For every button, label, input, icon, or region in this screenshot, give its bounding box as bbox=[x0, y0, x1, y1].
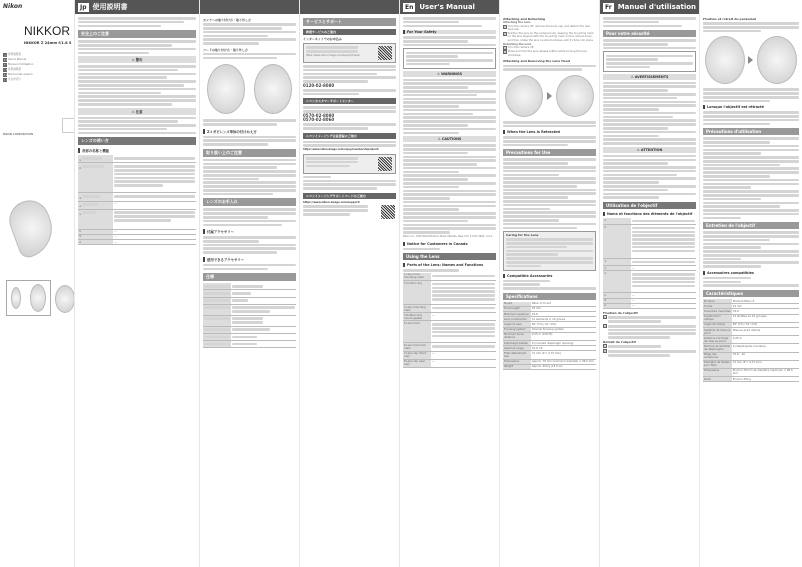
membership-box bbox=[303, 154, 396, 174]
jp-header-band bbox=[300, 0, 399, 14]
section-specs: 仕様 bbox=[203, 273, 296, 281]
attach-steps bbox=[203, 23, 296, 45]
fr-page-1 bbox=[600, 0, 700, 567]
subsection-accessories: 付属アクセサリー bbox=[203, 229, 296, 234]
detach-step: 2 bbox=[603, 349, 696, 358]
intro-text bbox=[78, 17, 196, 27]
hood-figure bbox=[207, 64, 245, 114]
product-title: NIKKOR bbox=[24, 24, 71, 38]
repair-heading: 修理サービスのご案内 bbox=[303, 29, 396, 35]
precautions-list bbox=[503, 158, 596, 229]
fr-page-2 bbox=[700, 0, 802, 567]
contact-heading: ニコンカスタマーサポートセンター bbox=[303, 98, 396, 104]
subsection-parts: 各部の名称と機能 bbox=[78, 148, 196, 153]
hood-figure bbox=[705, 36, 745, 84]
subsection-hood: Attaching and Removing the Lens Hood bbox=[503, 59, 571, 64]
subsection-z-mega: Zメガビレンズ単体の付けかえ方 bbox=[203, 129, 296, 134]
jp-page-3 bbox=[300, 0, 400, 567]
detach-step: 1 Turn the camera off. bbox=[504, 46, 535, 51]
lens-mount-icon bbox=[30, 284, 46, 312]
qr-code-support[interactable] bbox=[381, 205, 395, 219]
section-safety: 安全上のご注意 bbox=[78, 30, 196, 38]
internet-heading: インターネットでのお申込み bbox=[303, 37, 342, 41]
attach-step: 2 Position the lens on the camera body, keeping the mounting mark on the lens aligned with the mounting mark on the camera body, and then rotate the lens counterclockwise until it clicks into place. bbox=[504, 31, 594, 42]
care-list bbox=[703, 231, 799, 268]
caution-heading: ⚠ 注意 bbox=[78, 108, 196, 115]
hood-steps bbox=[203, 53, 296, 59]
qr-code-membership[interactable] bbox=[378, 157, 392, 171]
caution-list bbox=[603, 155, 696, 199]
jp-parts-table: ① ② ③ ④ — ⑤ ⑥ — ⑦ — ⑧ — bbox=[78, 155, 196, 245]
company-name: NIKON CORPORATION bbox=[3, 132, 34, 136]
subsection-detach: Retrait de l'objectif bbox=[603, 340, 636, 345]
section-safety: Pour votre sécurité bbox=[603, 30, 696, 37]
warning-legend bbox=[603, 51, 696, 71]
fr-header: Fr Manuel d'utilisation bbox=[600, 0, 700, 14]
language-list bbox=[3, 52, 33, 82]
part-row: 6 Lens hood lock mark bbox=[403, 343, 496, 351]
warning-list bbox=[603, 82, 696, 145]
jp-specs-table bbox=[203, 283, 296, 348]
subsection-compatible: 使用できるアクセサリー bbox=[203, 257, 296, 262]
hood-figure bbox=[505, 75, 543, 117]
warning-heading: ⚠ AVERTISSEMENTS bbox=[603, 74, 696, 80]
language-item[interactable]: Jp 使用説明書 bbox=[4, 52, 21, 57]
cover-page bbox=[0, 0, 75, 567]
model-name: NIKKOR Z 24mm f/1.8 S bbox=[24, 41, 72, 45]
section-care: Entretien de l'objectif bbox=[703, 222, 799, 229]
subsection-attach: Attaching and Detaching bbox=[503, 17, 546, 21]
warning-list bbox=[403, 79, 496, 135]
part-row: 3 Lens mounting mark bbox=[403, 305, 496, 313]
jp-header: Jp 使用説明書 bbox=[75, 0, 199, 14]
part-row: 2 Control ring bbox=[403, 281, 496, 305]
hood-figure bbox=[254, 64, 292, 114]
subsection-hood: Fixation et retrait du parasoleil bbox=[703, 17, 757, 21]
en-page-1 bbox=[400, 0, 500, 567]
hood-illustration bbox=[703, 36, 799, 84]
part-row: 8 Lens cap (rear cap) — bbox=[403, 359, 496, 367]
handling-list bbox=[203, 159, 296, 196]
care-list bbox=[203, 208, 296, 226]
jp-page-1 bbox=[75, 0, 200, 567]
lens-illustration bbox=[4, 195, 60, 260]
subsection-retracted: Lorsque l'objectif est rétracté bbox=[703, 105, 799, 109]
lens-side-icon bbox=[55, 285, 75, 313]
hood-illustration bbox=[203, 64, 296, 114]
subsection-parts: Noms et fonctions des éléments de l'objectif bbox=[603, 212, 696, 216]
mount-illustration bbox=[6, 280, 51, 316]
section-specs: Caractéristiques bbox=[703, 290, 799, 297]
section-care: レンズのお手入れ bbox=[203, 198, 296, 206]
language-item[interactable]: Kr 사용설명서 bbox=[4, 77, 21, 82]
fcc-contact: Nikon Inc. 1300 Walt Whitman Road, Melville, New York 11747-3064, U.S.A. bbox=[403, 234, 494, 238]
membership-url[interactable]: https://www.nikon-image.com/enjoy/membership/about/ bbox=[303, 148, 379, 152]
section-compatible: Accessoires compatibles bbox=[703, 271, 799, 275]
caution-list bbox=[78, 117, 196, 135]
part-row: 5 Lens hood bbox=[403, 321, 496, 343]
subsection-hood: フードの取り付け方・取り外し方 bbox=[203, 47, 248, 52]
brand-logo: Nikon bbox=[3, 3, 23, 10]
en-parts-table bbox=[403, 273, 496, 368]
hood-figure bbox=[556, 75, 594, 117]
detach-step: 2 Press and hold the lens release button while turning the lens clockwise. bbox=[504, 50, 587, 57]
arrow-right-icon bbox=[748, 56, 753, 64]
support-block bbox=[303, 204, 396, 220]
subsection-attach: カメラへの取り付け方・取り外し方 bbox=[203, 18, 252, 22]
section-service: サービスとサポート bbox=[303, 18, 396, 26]
caution-heading: ⚠ ATTENTION bbox=[603, 147, 696, 153]
section-safety: For Your Safety bbox=[403, 30, 496, 34]
qr-code-repair[interactable] bbox=[378, 46, 392, 60]
subsection-retracted: When the Lens Is Retracted bbox=[503, 130, 596, 134]
detach-label: Detaching the Lens bbox=[503, 42, 532, 46]
section-using-lens: Using the Lens bbox=[403, 253, 496, 260]
notice-canada: Notice for Customers in Canada bbox=[403, 242, 496, 246]
section-using-lens: Utilisation de l'objectif bbox=[603, 202, 696, 209]
phone-number-1: 0120-02-8080 bbox=[303, 82, 335, 88]
part-row: 1 Lens hood mounting mark bbox=[403, 273, 496, 281]
en-page-2 bbox=[500, 0, 600, 567]
en-header: En User's Manual bbox=[400, 0, 500, 14]
membership-heading: ニコンイメージング会員登録のご案内 bbox=[303, 133, 396, 139]
section-specs: Specifications bbox=[503, 293, 596, 300]
section-handling: 取り扱い上のご注意 bbox=[203, 149, 296, 157]
section-compatible: Compatible Accessories bbox=[503, 274, 596, 278]
attach-step: 2 bbox=[603, 324, 696, 340]
fr-specs-table: Monture Monture Nikon Z Focale 24 mm Ouverture maximale f/1.8 Construction optique 12 lentilles en 10 groupes Angle de champ 84° (FX) / 61° (DX) Système de mise au point Mise au point interne Distance minimale de mise au point 0,25 m Nombre de lamelles de diaphragme 9 (diaphragme circulaire) Plage des ouvertures f/1.8 – 16 Diamètre de fixation pour filtre 72 mm (P = 0,75 mm) Dimensions Environ 78 mm de diamètre maximum × 96,5 mm Poids Environ 450 g bbox=[703, 299, 799, 382]
lens-mount-icon bbox=[11, 287, 21, 309]
phone-number-2: 0570-02-8080 bbox=[303, 113, 335, 119]
info-box bbox=[62, 118, 75, 133]
part-row: 7 Lens cap (front cap) — bbox=[403, 351, 496, 359]
detach-step: 1 bbox=[603, 344, 696, 349]
subsection-attach: Fixation de l'objectif bbox=[603, 310, 638, 315]
subsection-parts: Parts of the Lens: Names and Functions bbox=[403, 263, 496, 267]
fr-parts-table: ① ② ③ ④ — ⑤ ⑥ — ⑦ — ⑧ — bbox=[603, 218, 696, 309]
section-using-lens: レンズの使い方 bbox=[78, 137, 196, 145]
warning-list bbox=[78, 65, 196, 105]
warning-legend bbox=[403, 48, 496, 68]
jp-header-band bbox=[200, 0, 299, 14]
support-url[interactable]: https://www.nikon-image.com/support/ bbox=[303, 200, 361, 204]
hood-figure bbox=[757, 36, 797, 84]
attach-step: 1 Turn the camera off, remove the body cap, and detach the rear lens cap. bbox=[504, 24, 590, 32]
jp-page-2 bbox=[200, 0, 300, 567]
precautions-list bbox=[703, 137, 799, 219]
repair-box bbox=[303, 43, 396, 63]
language-item[interactable]: Ct 使用說明書 bbox=[4, 67, 21, 72]
section-precautions: Précautions d'utilisation bbox=[703, 128, 799, 135]
repair-url[interactable]: https://www.nikon-image.com/support/repair/ bbox=[306, 53, 361, 57]
warning-heading: ⚠ WARNINGS bbox=[403, 71, 496, 77]
attach-step: 1 bbox=[603, 315, 696, 324]
attach-label: Attaching the Lens bbox=[503, 21, 531, 24]
language-item[interactable]: Es Manual del usuario bbox=[4, 72, 33, 77]
caution-heading: ⚠ CAUTIONS bbox=[403, 136, 496, 142]
language-item[interactable]: En User's Manual bbox=[4, 57, 27, 62]
safety-text bbox=[78, 40, 196, 54]
caution-list bbox=[403, 144, 496, 234]
phone-number-3: 0570-02-8060 bbox=[303, 117, 335, 123]
lens-care-box: Caring for the Lens bbox=[503, 231, 596, 270]
en-specs-table: Mount Nikon Z mount Focal length 24 mm Maximum aperture f/1.8 Lens construction 12 elements in 10 groups Angle of view 84° (FX) / 61° (DX) Focusing system Internal focusing system Minimum focus distance 0.25 m (0.83 ft) Diaphragm blades 9 (rounded diaphragm opening) Aperture range f/1.8–16 Filter-attachment size 72 mm (P = 0.75 mm) Dimensions Approx. 78 mm maximum diameter × 96.5 mm Weight Approx. 450 g (15.9 oz) bbox=[503, 302, 596, 370]
support-page-heading: ニコンイメージングサポートページのご案内 bbox=[303, 193, 396, 199]
part-row: 4 Rubber lens mount gasket — bbox=[403, 313, 496, 321]
section-precautions: Precautions for Use bbox=[503, 149, 596, 156]
warning-heading: ⚠ 警告 bbox=[78, 56, 196, 63]
hood-illustration bbox=[503, 75, 596, 117]
language-item[interactable]: Fr Manuel d'utilisation bbox=[4, 62, 34, 67]
arrow-right-icon bbox=[547, 92, 552, 100]
